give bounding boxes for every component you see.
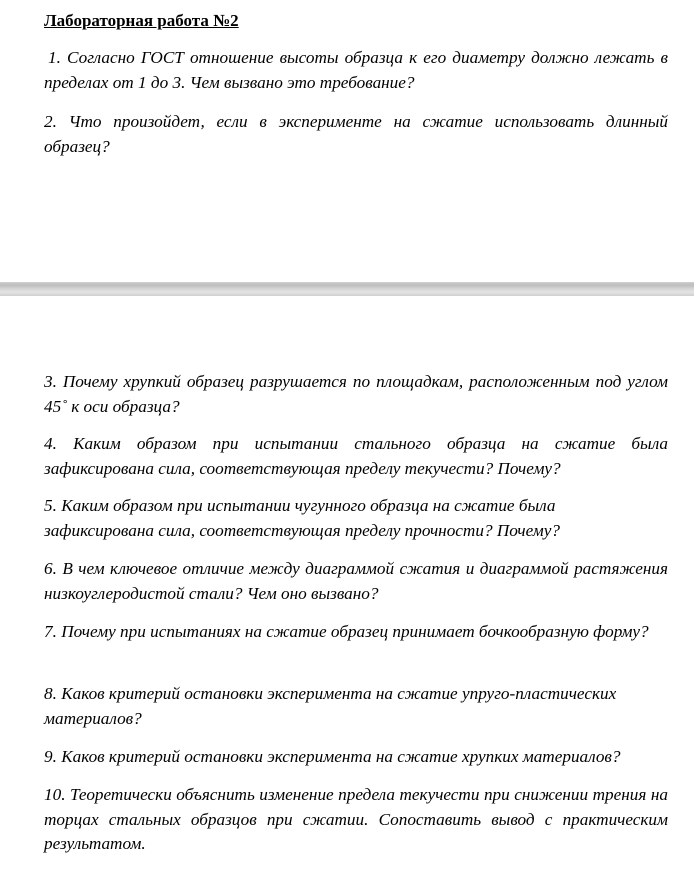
document-page-2 xyxy=(0,296,694,886)
question-7: 7. Почему при испытаниях на сжатие образец принимает бочкообразную форму? xyxy=(44,622,649,641)
question-1: 1. Согласно ГОСТ отношение высоты образца к его диаметру должно лежать в пределах от 1 до 3. Чем вызвано это требование? xyxy=(44,48,668,92)
question-6: 6. В чем ключевое отличие между диаграммой сжатия и диаграммой растяжения низкоуглеродистой стали? Чем оно вызвано? xyxy=(44,559,668,603)
question-9: 9. Каков критерий остановки эксперимента на сжатие хрупких материалов? xyxy=(44,747,621,766)
document-page-1 xyxy=(0,0,694,282)
question-5: 5. Каким образом при испытании чугунного образца на сжатие была зафиксирована сила, соответствующая пределу прочности? Почему? xyxy=(44,496,560,540)
question-3: 3. Почему хрупкий образец разрушается по площадкам, расположенным под углом 45˚ к оси образца? xyxy=(44,372,668,416)
question-4: 4. Каким образом при испытании стального образца на сжатие была зафиксирована сила, соответствующая пределу текучести? Почему? xyxy=(44,434,668,478)
question-10: 10. Теоретически объяснить изменение предела текучести при снижении трения на торцах стальных образцов при сжатии. Сопоставить вывод с практическим результатом. xyxy=(44,785,668,853)
document-title: Лабораторная работа №2 xyxy=(44,11,239,30)
page-break-separator xyxy=(0,282,694,296)
question-2: 2. Что произойдет, если в эксперименте на сжатие использовать длинный образец? xyxy=(44,112,668,156)
question-8: 8. Каков критерий остановки эксперимента на сжатие упруго-пластических материалов? xyxy=(44,684,617,728)
